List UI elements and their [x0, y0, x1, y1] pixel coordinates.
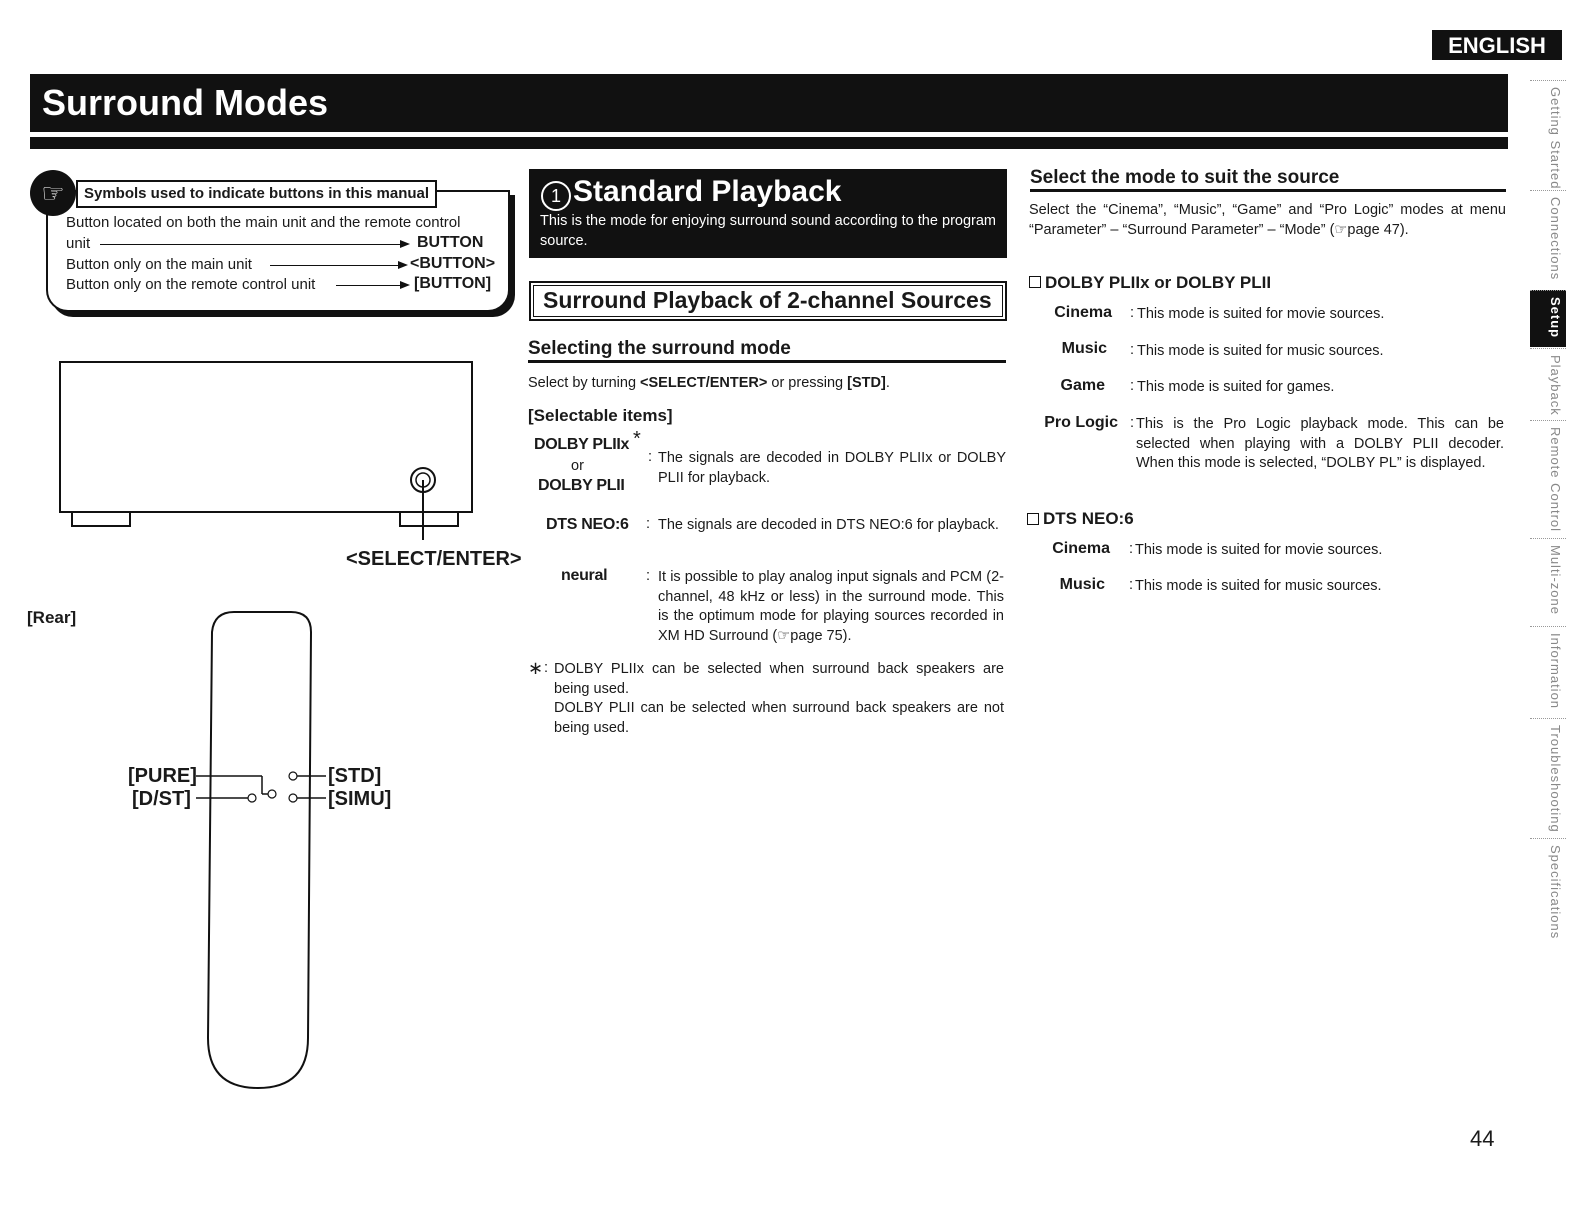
section-rule	[528, 360, 1006, 363]
dts-mode-desc-cinema: This mode is suited for movie sources.	[1135, 542, 1383, 558]
mode-desc-game: This mode is suited for games.	[1137, 379, 1335, 395]
symbols-tag-remote: [BUTTON]	[414, 275, 492, 292]
symbols-arrow-line-3	[336, 285, 400, 286]
side-tab-getting-started[interactable]: Getting Started	[1530, 80, 1566, 189]
symbols-arrow-line-2	[270, 265, 398, 266]
right-heading: Select the mode to suit the source	[1030, 167, 1340, 188]
select-enter-label: <SELECT/ENTER>	[346, 548, 522, 570]
page-number: 44	[1470, 1126, 1495, 1151]
dts-mode-desc-music: This mode is suited for music sources.	[1135, 578, 1382, 594]
side-tab-information[interactable]: Information	[1530, 626, 1566, 717]
side-tab-specifications[interactable]: Specifications	[1530, 838, 1566, 955]
symbols-row-2-text: Button only on the main unit	[66, 256, 252, 273]
mode-term-music: Music	[1061, 340, 1107, 357]
colon: :	[1129, 577, 1134, 593]
dolby-heading: DOLBY PLIIx or DOLBY PLII	[1045, 273, 1272, 292]
item-desc-dts: The signals are decoded in DTS NEO:6 for playback.	[658, 517, 999, 533]
mode-desc-cinema: This mode is suited for movie sources.	[1137, 306, 1385, 322]
page-title: Surround Modes	[42, 82, 328, 123]
colon: :	[646, 568, 651, 584]
simu-label: [SIMU]	[328, 788, 392, 810]
mode-desc-pro-logic: This is the Pro Logic playback mode. This can be selected when playing with a DOLBY PLII decoder. When this mode is selected, “DOLBY PL” is displayed.	[1136, 416, 1504, 471]
standard-playback-desc: This is the mode for enjoying surround sound according to the program source.	[540, 213, 996, 249]
symbols-arrow-line-1	[100, 244, 400, 245]
side-tab-remote-control[interactable]: Remote Control	[1530, 420, 1566, 537]
item-desc-neural: It is possible to play analog input signals and PCM (2-channel, 48 kHz or less) in the surround mode. This is the optimum mode for playing sources recorded in XM HD Surround (☞page 75).	[658, 569, 1004, 644]
header-rule	[30, 137, 1508, 149]
right-intro: Select the “Cinema”, “Music”, “Game” and “Pro Logic” modes at menu “Parameter” – “Surround Parameter” – “Mode” (☞page 47).	[1029, 202, 1506, 238]
pure-label: [PURE]	[128, 765, 197, 787]
symbols-row-3-text: Button only on the remote control unit	[66, 276, 316, 293]
asterisk-mark: *	[633, 428, 641, 450]
side-tab-multi-zone[interactable]: Multi-zone	[1530, 538, 1566, 625]
item-term-dolby-pliix: DOLBY PLIIx	[534, 436, 630, 453]
note-text	[554, 660, 1004, 738]
selecting-heading: Selecting the surround mode	[528, 338, 791, 359]
section-number-badge: 1	[541, 181, 571, 211]
colon: :	[1130, 342, 1135, 358]
select-instruction: Select by turning <SELECT/ENTER> or pressing [STD].	[528, 375, 890, 391]
colon: :	[646, 516, 651, 532]
arrow-right-icon	[398, 261, 408, 269]
symbols-title: Symbols used to indicate buttons in this manual	[76, 180, 437, 208]
symbols-tag-main: <BUTTON>	[410, 255, 496, 272]
dst-label: [D/ST]	[132, 788, 191, 810]
dts-heading: DTS NEO:6	[1043, 509, 1134, 528]
checkbox-square-icon	[1029, 276, 1041, 288]
note-line-1: DOLBY PLIIx can be selected when surround back speakers are being used.	[554, 661, 1004, 697]
remote-control-illustration	[190, 600, 410, 1095]
side-tab-playback[interactable]: Playback	[1530, 348, 1566, 419]
item-desc-dolby: The signals are decoded in DOLBY PLIIx or DOLBY PLII for playback.	[658, 450, 1006, 486]
main-unit-illustration	[50, 355, 490, 540]
note-mark: ∗	[528, 658, 544, 678]
std-label: [STD]	[328, 765, 382, 787]
mode-desc-music: This mode is suited for music sources.	[1137, 343, 1384, 359]
item-term-dolby-plii: DOLBY PLII	[538, 477, 625, 494]
colon: :	[1129, 541, 1134, 557]
title-bar	[30, 74, 1508, 132]
note-line-2: DOLBY PLII can be selected when surround back speakers are not being used.	[554, 700, 1004, 736]
colon: :	[544, 660, 549, 676]
colon: :	[1130, 305, 1135, 321]
mode-term-pro-logic: Pro Logic	[1044, 414, 1118, 431]
arrow-right-icon	[400, 240, 410, 248]
dts-mode-term-cinema: Cinema	[1052, 540, 1110, 557]
side-tab-setup[interactable]: Setup	[1530, 290, 1566, 347]
symbols-row-1-text: Button located on both the main unit and the remote control	[66, 214, 461, 231]
side-tab-connections[interactable]: Connections	[1530, 190, 1566, 289]
surround-2ch-title: Surround Playback of 2-channel Sources	[543, 287, 992, 313]
surround-2ch-box	[529, 281, 1007, 321]
rear-label: [Rear]	[27, 608, 77, 627]
symbols-tag-both: BUTTON	[417, 234, 484, 251]
symbols-row-1-cont: unit	[66, 235, 91, 252]
mode-term-game: Game	[1060, 377, 1105, 394]
standard-playback-box	[529, 169, 1007, 258]
item-term-neural: neural	[561, 567, 608, 584]
pointing-hand-icon: ☞	[30, 170, 76, 216]
standard-playback-title: Standard Playback	[573, 175, 842, 208]
selectable-heading: [Selectable items]	[528, 406, 673, 425]
mode-term-cinema: Cinema	[1054, 304, 1112, 321]
colon: :	[648, 449, 653, 465]
dts-mode-term-music: Music	[1059, 576, 1105, 593]
section-rule	[1030, 189, 1506, 192]
item-or: or	[571, 458, 584, 474]
colon: :	[1130, 378, 1135, 394]
checkbox-square-icon	[1027, 513, 1039, 525]
side-tab-troubleshooting[interactable]: Troubleshooting	[1530, 718, 1566, 837]
arrow-right-icon	[400, 281, 410, 289]
item-term-dts: DTS NEO:6	[546, 516, 629, 533]
colon: :	[1130, 415, 1135, 431]
language-label: ENGLISH	[1432, 30, 1562, 60]
